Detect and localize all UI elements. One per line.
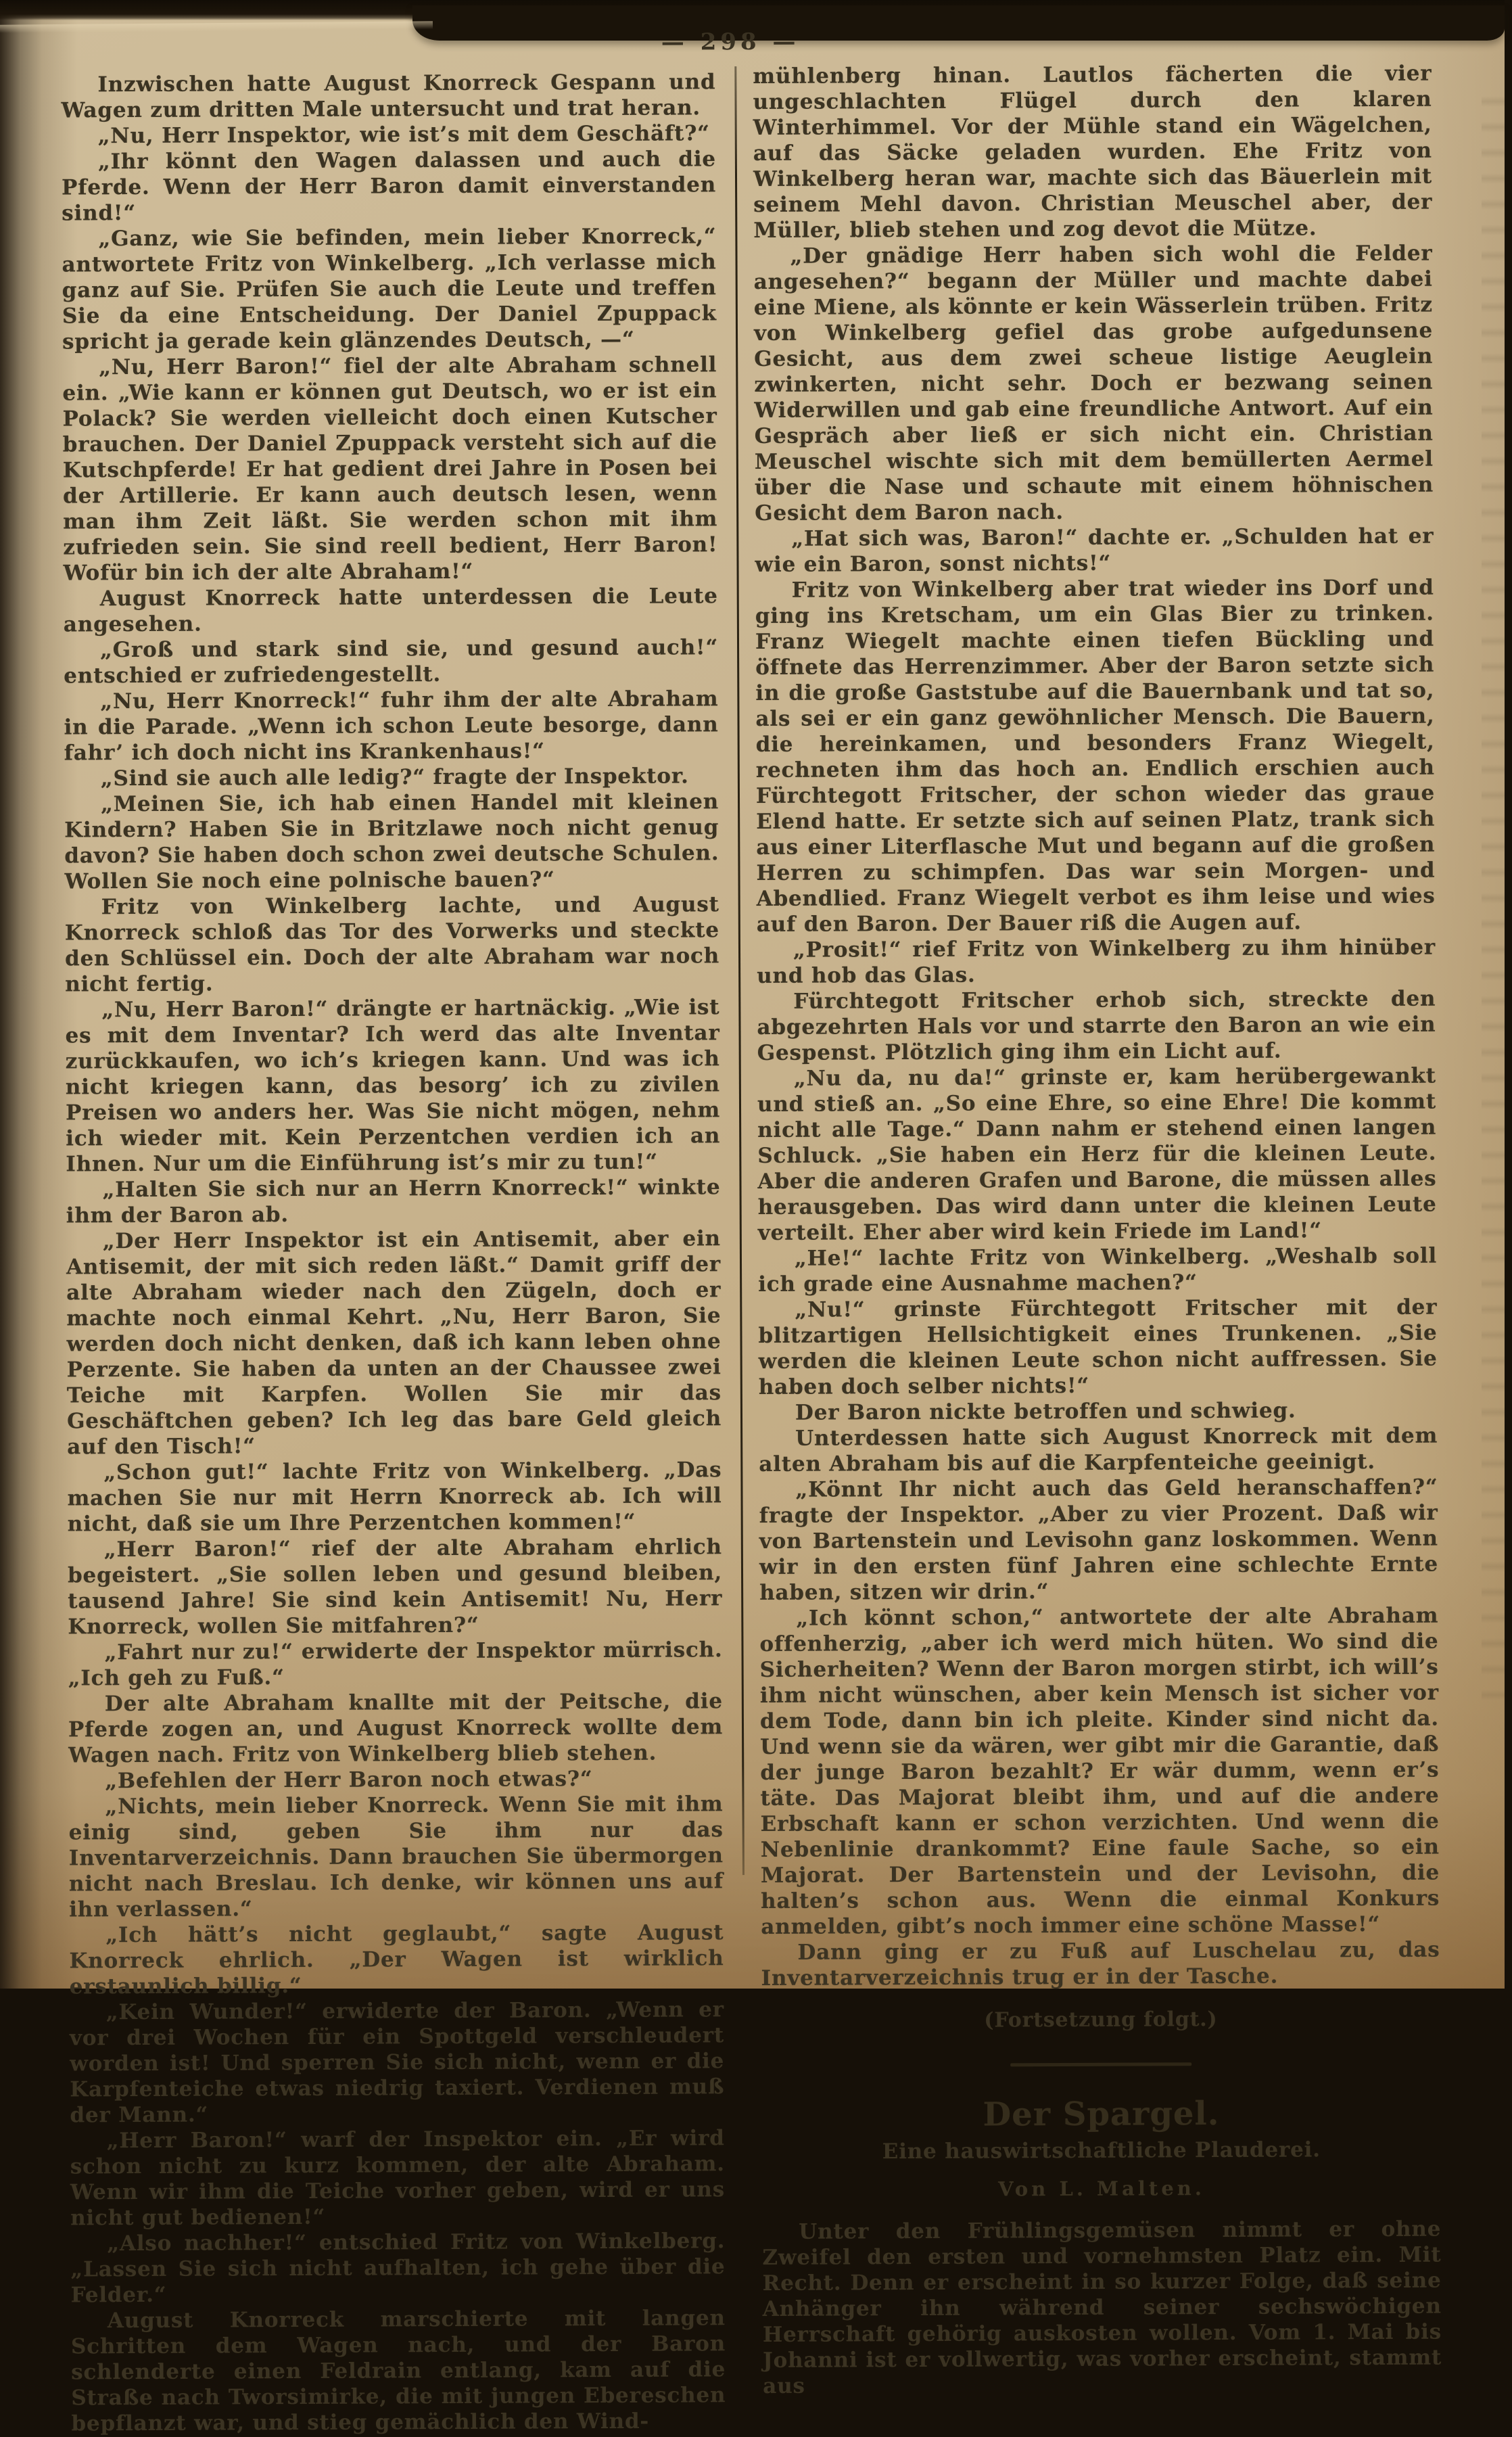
paragraph: „Also nachher!“ entschied Fritz von Winkelberg. „Lassen Sie sich nicht aufhalten, ich gehe über die Felder.“ xyxy=(70,2229,726,2308)
paragraph: „Könnt Ihr nicht auch das Geld heranschaffen?“ fragte der Inspektor. „Aber zu vier Prozent. Daß wir von Bartenstein und Levisohn ganz loskommen. Wenn wir in den ersten fünf Jahren eine schlechte Ernte haben, sitzen wir drin.“ xyxy=(759,1475,1439,1605)
paragraph: „Schon gut!“ lachte Fritz von Winkelberg. „Das machen Sie nur mit Herrn Knorreck ab. Ich will nicht, daß sie um Ihre Perzentchen kommen!“ xyxy=(67,1458,722,1537)
paragraph: Fürchtegott Fritscher erhob sich, streckte den abgezehrten Hals vor und starrte den Baron an wie ein Gespenst. Plötzlich ging ihm ein Licht auf. xyxy=(757,986,1436,1065)
paragraph: „Kein Wunder!“ erwiderte der Baron. „Wenn er vor drei Wochen für ein Spottgeld verschleudert worden ist! Und sperren Sie sich nicht, wenn er die Karpfenteiche etwas niedrig taxiert. Verdienen muß der Mann.“ xyxy=(69,1997,725,2128)
paragraph: Fritz von Winkelberg lachte, und August Knorreck schloß das Tor des Vorwerks und steckte den Schlüssel ein. Doch der alte Abraham war noch nicht fertig. xyxy=(64,892,720,997)
page-number: — 298 — xyxy=(661,28,800,56)
paragraph: „Nu!“ grinste Fürchtegott Fritscher mit der blitzartigen Hellsichtigkeit eines Trunkenen. „Sie werden die kleinen Leute schon nicht auffressen. Sie haben doch selber nichts!“ xyxy=(758,1295,1438,1399)
paragraph: „Herr Baron!“ warf der Inspektor ein. „Er wird schon nicht zu kurz kommen, der alte Abraham. Wenn wir ihm die Teiche vorher geben, wird er uns nicht gut bedienen!“ xyxy=(70,2126,726,2231)
paragraph: Der Baron nickte betroffen und schwieg. xyxy=(795,1398,1296,1425)
paragraph: Der alte Abraham knallte mit der Peitsche, die Pferde zogen an, und August Knorreck wollte dem Wagen nach. Fritz von Winkelberg blieb stehen. xyxy=(68,1689,724,1768)
paragraph: „Der Herr Inspektor ist ein Antisemit, aber ein Antisemit, der mit sich reden läßt.“ Damit griff der alte Abraham wieder nach den Zügeln, doch er machte noch einmal Kehrt. „Nu, Herr Baron, Sie werden doch nicht denken, daß ich kann leben ohne Perzente. Sie haben da unten an der Chaussee zwei Teiche mit Karpfen. Wollen Sie mir das Geschäftchen geben? Ich leg das bare Geld gleich auf den Tisch!“ xyxy=(66,1226,722,1460)
paragraph: „Ich hätt’s nicht geglaubt,“ sagte August Knorreck ehrlich. „Der Wagen ist wirklich erstaunlich billig.“ xyxy=(69,1920,724,1999)
paragraph: Inzwischen hatte August Knorreck Gespann und Wagen zum dritten Male untersucht und trat heran. xyxy=(61,70,716,123)
paragraph: Dann ging er zu Fuß auf Luschelau zu, das Inventarverzeichnis trug er in der Tasche. xyxy=(761,1937,1440,1991)
paragraph: Fritz von Winkelberg aber trat wieder ins Dorf und ging ins Kretscham, um ein Glas Bier zu trinken. Franz Wiegelt machte einen tiefen Bückling und öffnete das Herrenzimmer. Aber der Baron setzte sich in die große Gaststube auf die Bauernbank und tat so, als sei er ein ganz gewöhnlicher Mensch. Die Bauern, die hereinkamen, und besonders Franz Wiegelt, rechneten ihm das hoch an. Endlich erschien auch Fürchtegott Fritscher, der schon wieder das graue Elend hatte. Er setzte sich auf seinen Platz, trank sich aus einer Literflasche Mut und begann auf die großen Herren zu schimpfen. Das war sein Morgen- und Abendlied. Franz Wiegelt verbot es ihm leise und wies auf den Baron. Der Bauer riß die Augen auf. xyxy=(755,575,1436,937)
article-title: Der Spargel. xyxy=(983,2095,1220,2134)
paragraph: „Nu da, nu da!“ grinste er, kam herübergewankt und stieß an. „So eine Ehre, so eine Ehre! Die kommt nicht alle Tage.“ Dann nahm er stehend einen langen Schluck. „Sie haben ein Herz für die kleinen Leute. Aber die anderen Grafen und Barone, die müssen alles herausgeben. Das wird dann unter die kleinen Leute verteilt. Eher aber wird kein Friede im Land!“ xyxy=(757,1063,1437,1245)
paragraph: „Groß und stark sind sie, und gesund auch!“ entschied er zufriedengestellt. xyxy=(64,635,719,689)
paragraph: „Nu, Herr Knorreck!“ fuhr ihm der alte Abraham in die Parade. „Wenn ich schon Leute besorge, dann fahr’ ich doch nicht ins Krankenhaus!“ xyxy=(64,687,719,766)
article-body xyxy=(762,2216,1442,2399)
paragraph: „Nu, Herr Baron!“ drängte er hartnäckig. „Wie ist es mit dem Inventar? Ich werd das alte Inventar zurückkaufen, wo ich’s kriegen kann. Und was ich nicht kriegen kann, das besorg’ ich zu zivilen Preisen wo anders her. Was Sie nicht mögen, nehm ich wieder mit. Kein Perzentchen verdien ich an Ihnen. Nur um die Einführung ist’s mir zu tun!“ xyxy=(65,995,721,1177)
paragraph: „Halten Sie sich nur an Herrn Knorreck!“ winkte ihm der Baron ab. xyxy=(66,1175,721,1228)
paragraph: „Nu, Herr Inspektor, wie ist’s mit dem Geschäft?“ xyxy=(97,121,710,149)
serial-story-continuation xyxy=(753,61,1440,1991)
paragraph: August Knorreck hatte unterdessen die Leute angesehen. xyxy=(63,584,718,637)
paragraph: Unterdessen hatte sich August Knorreck mit dem alten Abraham bis auf die Karpfenteiche geeinigt. xyxy=(759,1423,1438,1477)
left-text-column xyxy=(61,69,726,2436)
continuation-note: (Fortsetzung folgt.) xyxy=(984,2007,1218,2033)
paragraph: „Fahrt nur zu!“ erwiderte der Inspektor mürrisch. „Ich geh zu Fuß.“ xyxy=(68,1638,723,1691)
paragraph: „Nichts, mein lieber Knorreck. Wenn Sie mit ihm einig sind, geben Sie ihm nur das Inventarverzeichnis. Dann brauchen Sie übermorgen nicht nach Breslau. Ich denke, wir können uns auf ihn verlassen.“ xyxy=(68,1792,724,1922)
right-text-column xyxy=(753,61,1442,2399)
paragraph: „Ihr könnt den Wagen dalassen und auch die Pferde. Wenn der Herr Baron damit einverstanden sind!“ xyxy=(61,147,717,226)
paragraph: „He!“ lachte Fritz von Winkelberg. „Weshalb soll ich grade eine Ausnahme machen?“ xyxy=(758,1243,1438,1297)
paragraph: „Der gnädige Herr haben sich wohl die Felder angesehen?“ begann der Müller und machte dabei eine Miene, als könnte er kein Wässerlein trüben. Fritz von Winkelberg gefiel das grobe aufgedunsene Gesicht, aus dem zwei scheue listige Aeuglein zwinkerten, nicht sehr. Doch er bezwang seinen Widerwillen und gab eine freundliche Antwort. Auf ein Gespräch aber ließ er sich nicht ein. Christian Meuschel wischte sich mit dem bemüllerten Aermel über die Nase und schaute mit einem höhnischen Gesicht dem Baron nach. xyxy=(753,241,1434,526)
paragraph: „Nu, Herr Baron!“ fiel der alte Abraham schnell ein. „Wie kann er können gut Deutsch, wo er ist ein Polack? Sie werden vielleicht doch einen Kutscher brauchen. Der Daniel Zpuppack versteht sich auf die Kutschpferde! Er hat gedient drei Jahre in Posen bei der Artillerie. Er kann auch deutsch lesen, wenn man ihm Zeit läßt. Sie werden schon mit ihm zufrieden sein. Sie sind reell bedient, Herr Baron! Wofür bin ich der alte Abraham!“ xyxy=(62,352,718,586)
paragraph: August Knorreck marschierte mit langen Schritten dem Wagen nach, und der Baron schlenderte einen Feldrain entlang, kam auf die Straße nach Tworsimirke, die mit jungen Ebereschen bepflanzt war, und stieg gemächlich den Wind- xyxy=(70,2306,726,2436)
paragraph: „Befehlen der Herr Baron noch etwas?“ xyxy=(105,1767,593,1794)
paragraph: „Ganz, wie Sie befinden, mein lieber Knorreck,“ antwortete Fritz von Winkelberg. „Ich verlasse mich ganz auf Sie. Prüfen Sie auch die Leute und treffen Sie da eine Entscheidung. Der Daniel Zpuppack spricht ja gerade kein glänzendes Deutsch, —“ xyxy=(62,224,717,354)
paragraph: „Hat sich was, Baron!“ dachte er. „Schulden hat er wie ein Baron, sonst nichts!“ xyxy=(755,524,1434,577)
article-subtitle: Eine hauswirtschaftliche Plauderei. xyxy=(882,2137,1321,2164)
article-byline: Von L. Malten. xyxy=(997,2177,1206,2201)
paragraph: mühlenberg hinan. Lautlos fächerten die vier ungeschlachten Flügel durch den klaren Winterhimmel. Vor der Mühle stand ein Wägelchen, auf das Säcke geladen wurden. Ehe Fritz von Winkelberg heran war, machte sich das Bäuerlein mit seinem Mehl davon. Christian Meuschel aber, der Müller, blieb stehen und zog devot die Mütze. xyxy=(753,61,1433,243)
paragraph: „Meinen Sie, ich hab einen Handel mit kleinen Kindern? Haben Sie in Britzlawe noch nicht genug davon? Sie haben doch schon zwei deutsche Schulen. Wollen Sie noch eine polnische bauen?“ xyxy=(64,789,719,894)
paragraph: Unter den Frühlingsgemüsen nimmt er ohne Zweifel den ersten und vornehmsten Platz ein. Mit Recht. Denn er erscheint in so kurzer Folge, daß seine Anhänger ihn während seiner sechswöchigen Herrschaft gehörig auskosten wollen. Vom 1. Mai bis Johanni ist er vollwertig, was vorher erscheint, stammt aus xyxy=(762,2216,1442,2398)
paragraph: „Sind sie auch alle ledig?“ fragte der Inspektor. xyxy=(100,764,689,791)
column-divider-rule xyxy=(734,66,745,1875)
section-separator-rule xyxy=(1010,2062,1191,2066)
paragraph: „Prosit!“ rief Fritz von Winkelberg zu ihm hinüber und hob das Glas. xyxy=(757,935,1436,988)
paragraph: „Herr Baron!“ rief der alte Abraham ehrlich begeistert. „Sie sollen leben und gesund bleiben, tausend Jahre! Sie sind kein Antisemit! Nu, Herr Knorreck, wollen Sie mitfahren?“ xyxy=(67,1535,723,1640)
paragraph: „Ich könnt schon,“ antwortete der alte Abraham offenherzig, „aber ich werd mich hüten. Wo sind die Sicherheiten? Wenn der Baron morgen stirbt, ich will’s ihm nicht wünschen, aber kein Mensch ist sicher vor dem Tode, dann bin ich pleite. Kinder sind nicht da. Und wenn sie da wären, wer gibt mir die Garantie, daß der junge Baron bezahlt? Er wär dumm, wenn er’s täte. Das Majorat bleibt ihm, und auf die andere Erbschaft kann er schon verzichten. Und wenn die Nebenlinie drankommt? Eine faule Sache, so ein Majorat. Der Bartenstein und der Levisohn, die halten’s schon aus. Wenn die einmal Konkurs anmelden, gibt’s noch immer eine schöne Masse!“ xyxy=(759,1603,1440,1939)
